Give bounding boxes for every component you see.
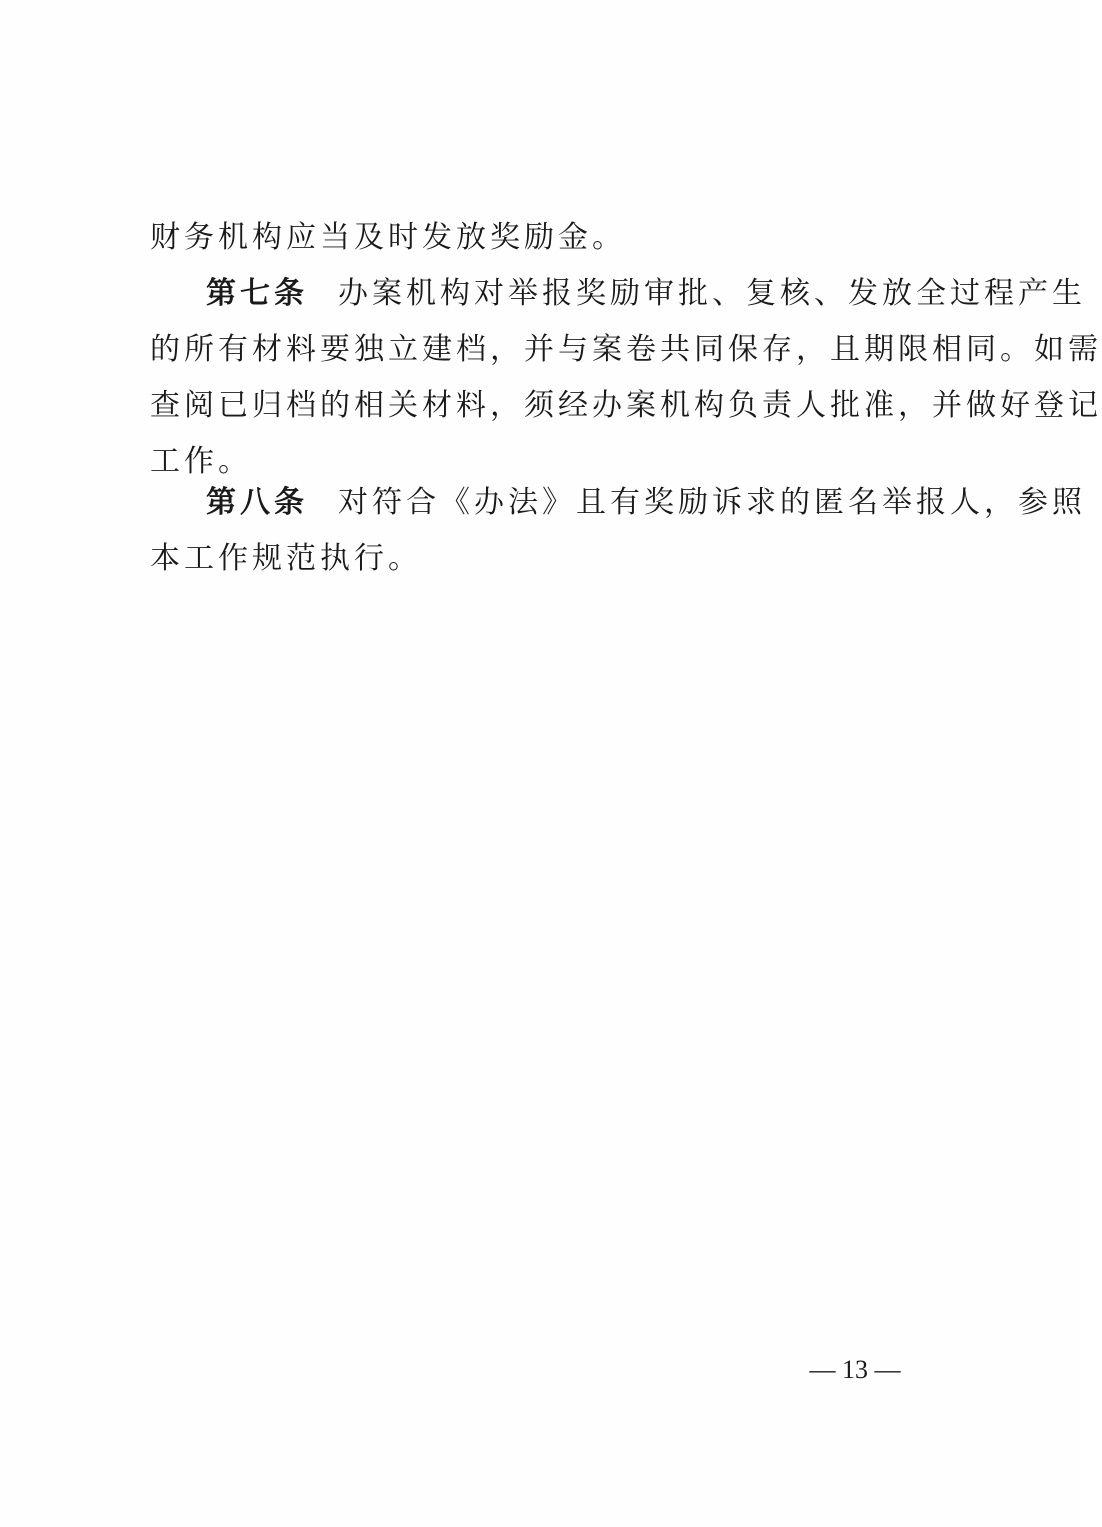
page-number: — 13 —	[809, 1355, 901, 1384]
article-8-text: 对符合《办法》且有奖励诉求的匿名举报人，参照	[338, 485, 1086, 520]
paragraph-line: 财务机构应当及时发放奖励金。	[150, 220, 626, 255]
article-7-line-3: 查阅已归档的相关材料，须经办案机构负责人批准，并做好登记	[150, 388, 1102, 423]
article-7-first-line	[150, 266, 1086, 322]
article-7-line-4: 工作。	[150, 444, 252, 479]
article-7-text: 办案机构对举报奖励审批、复核、发放全过程产生	[338, 276, 1086, 311]
article-8-line-2: 本工作规范执行。	[150, 541, 422, 576]
article-7-line-2: 的所有材料要独立建档，并与案卷共同保存，且期限相同。如需	[150, 332, 1102, 367]
article-8-label: 第八条	[206, 485, 308, 520]
article-7-label: 第七条	[206, 276, 308, 311]
article-8-first-line	[150, 475, 1086, 531]
